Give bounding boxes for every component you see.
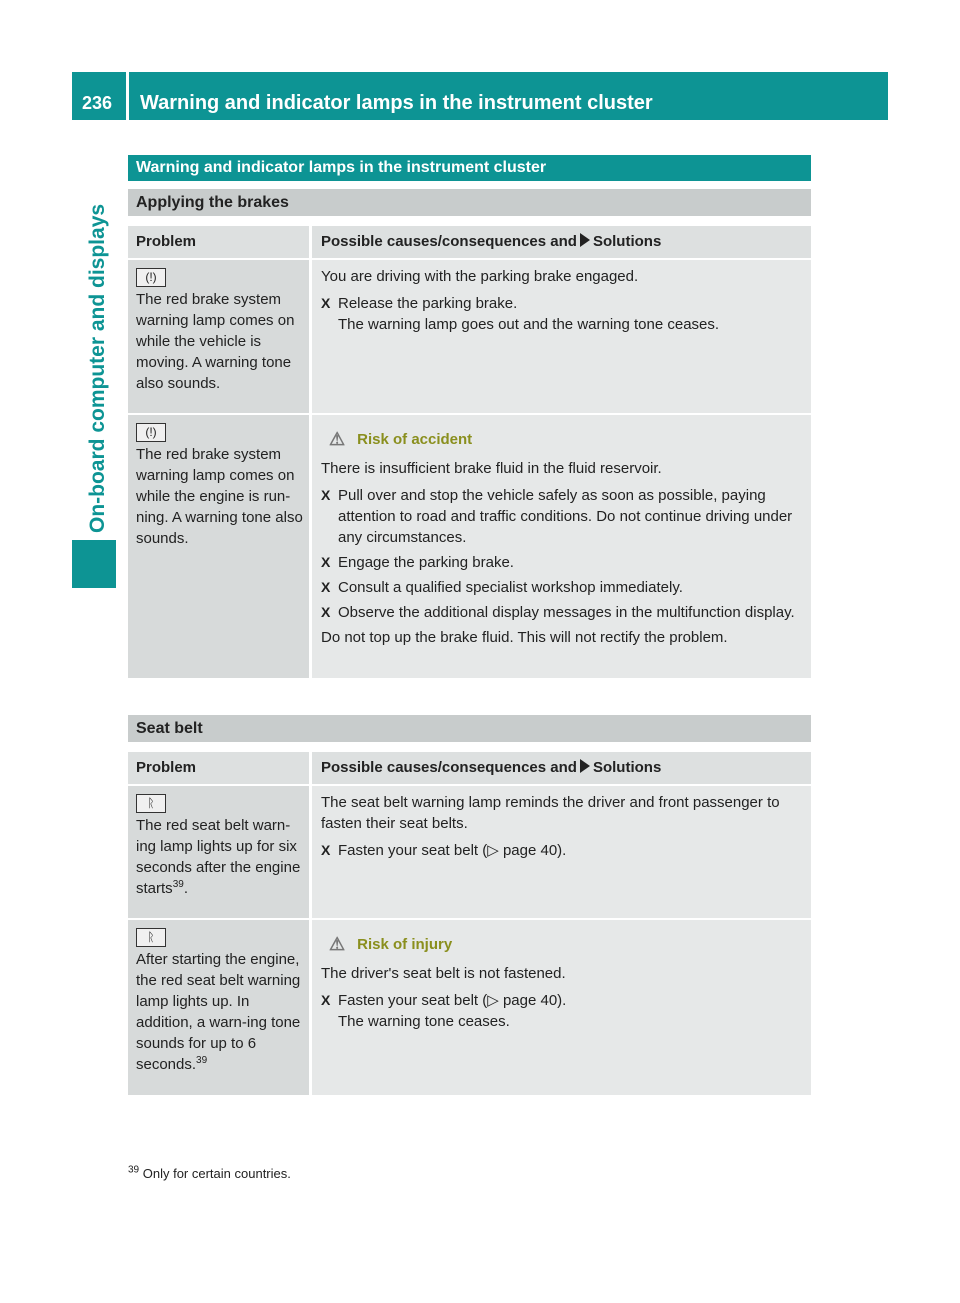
problem-cell	[128, 415, 312, 678]
seat-belt-lamp-icon: ᚱ	[136, 794, 166, 813]
footnote	[128, 1165, 291, 1183]
problem-text: The red brake system warning lamp comes on while the engine is run-ning. A warning tone also sounds.	[136, 446, 303, 547]
column-header-problem: Problem	[128, 226, 312, 258]
table-row	[128, 918, 811, 1095]
seat-belt-lamp-icon: ᚱ	[136, 928, 166, 947]
action-arrow-icon	[580, 759, 590, 773]
warning-heading: ⚠ Risk of accident	[329, 429, 473, 449]
solution-step: X Engage the parking brake.	[321, 554, 514, 571]
problem-cell	[128, 786, 312, 918]
chapter-side-label: On-board computer and displays	[86, 203, 109, 533]
solution-cell	[312, 786, 811, 918]
solution-cell	[312, 415, 811, 678]
problem-cell	[128, 920, 312, 1095]
table-row	[128, 413, 811, 678]
solution-step: X Observe the additional display messages in the multifunction display.	[321, 604, 795, 621]
seat-belt-table	[128, 750, 811, 1095]
cause-text: The driver's seat belt is not fastened.	[321, 965, 566, 982]
problem-text: The red brake system warning lamp comes on while the vehicle is moving. A warning tone also sounds.	[136, 291, 295, 392]
step-marker-icon: X	[321, 487, 331, 503]
footnote-reference: 39	[196, 1055, 208, 1066]
header-divider	[126, 72, 129, 120]
brake-warning-lamp-icon: (!)	[136, 423, 166, 442]
warning-heading: ⚠ Risk of injury	[329, 934, 453, 954]
column-header-problem: Problem	[128, 752, 312, 784]
step-marker-icon: X	[321, 579, 331, 595]
step-marker-icon: X	[321, 604, 331, 620]
action-arrow-icon	[580, 233, 590, 247]
problem-text: After starting the engine, the red seat belt warning lamp lights up. In addition, a warn-ing tone sounds for up to 6 seconds.$^{39}$	[136, 951, 301, 1073]
solution-cell	[312, 920, 811, 1095]
solution-step: X Fasten your seat belt (▷ page 40). The warning tone ceases.	[321, 992, 567, 1030]
brake-warning-lamp-icon: (!)	[136, 268, 166, 287]
step-marker-icon: X	[321, 842, 331, 858]
problem-text: The red seat belt warn-ing lamp lights up for six seconds after the engine starts$^{39}$.	[136, 817, 301, 897]
solution-cell	[312, 260, 811, 413]
page-number: 236	[82, 93, 113, 113]
page-title: Warning and indicator lamps in the instrument cluster	[140, 92, 653, 114]
problem-cell	[128, 260, 312, 413]
chapter-side-marker	[72, 540, 116, 588]
step-marker-icon: X	[321, 295, 331, 311]
step-marker-icon: X	[321, 554, 331, 570]
note-text: Do not top up the brake fluid. This will not rectify the problem.	[321, 629, 728, 646]
footnote-number: 39	[128, 1164, 140, 1176]
subsection-heading-seat-belt: Seat belt	[128, 715, 811, 742]
subsection-heading-brakes: Applying the brakes	[128, 189, 811, 216]
step-marker-icon: X	[321, 992, 331, 1008]
table-header-row	[128, 750, 811, 784]
cause-text: The seat belt warning lamp reminds the driver and front passenger to fasten their seat belts.	[321, 794, 780, 832]
cause-text: You are driving with the parking brake engaged.	[321, 268, 639, 285]
solution-step: X Pull over and stop the vehicle safely as soon as possible, paying attention to road and traffic conditions. Do not continue driving under any circumstances.	[321, 487, 793, 546]
solution-step: X Fasten your seat belt (▷ page 40).	[321, 842, 567, 859]
table-row	[128, 784, 811, 918]
solution-step: X Release the parking brake. The warning lamp goes out and the warning tone ceases.	[321, 295, 720, 333]
section-banner: Warning and indicator lamps in the instrument cluster	[128, 155, 811, 181]
table-row	[128, 258, 811, 413]
warning-triangle-icon: ⚠	[329, 429, 346, 449]
column-header-causes: Possible causes/consequences and Solutions	[312, 752, 811, 784]
cause-text: There is insufficient brake fluid in the fluid reservoir.	[321, 460, 662, 477]
table-header-row	[128, 224, 811, 258]
solution-step: X Consult a qualified specialist workshop immediately.	[321, 579, 683, 596]
warning-triangle-icon: ⚠	[329, 934, 346, 954]
brakes-table	[128, 224, 811, 678]
footnote-reference: 39	[172, 879, 184, 890]
footnote-text: Only for certain countries.	[142, 1166, 291, 1181]
column-header-causes: Possible causes/consequences and Solutions	[312, 226, 811, 258]
